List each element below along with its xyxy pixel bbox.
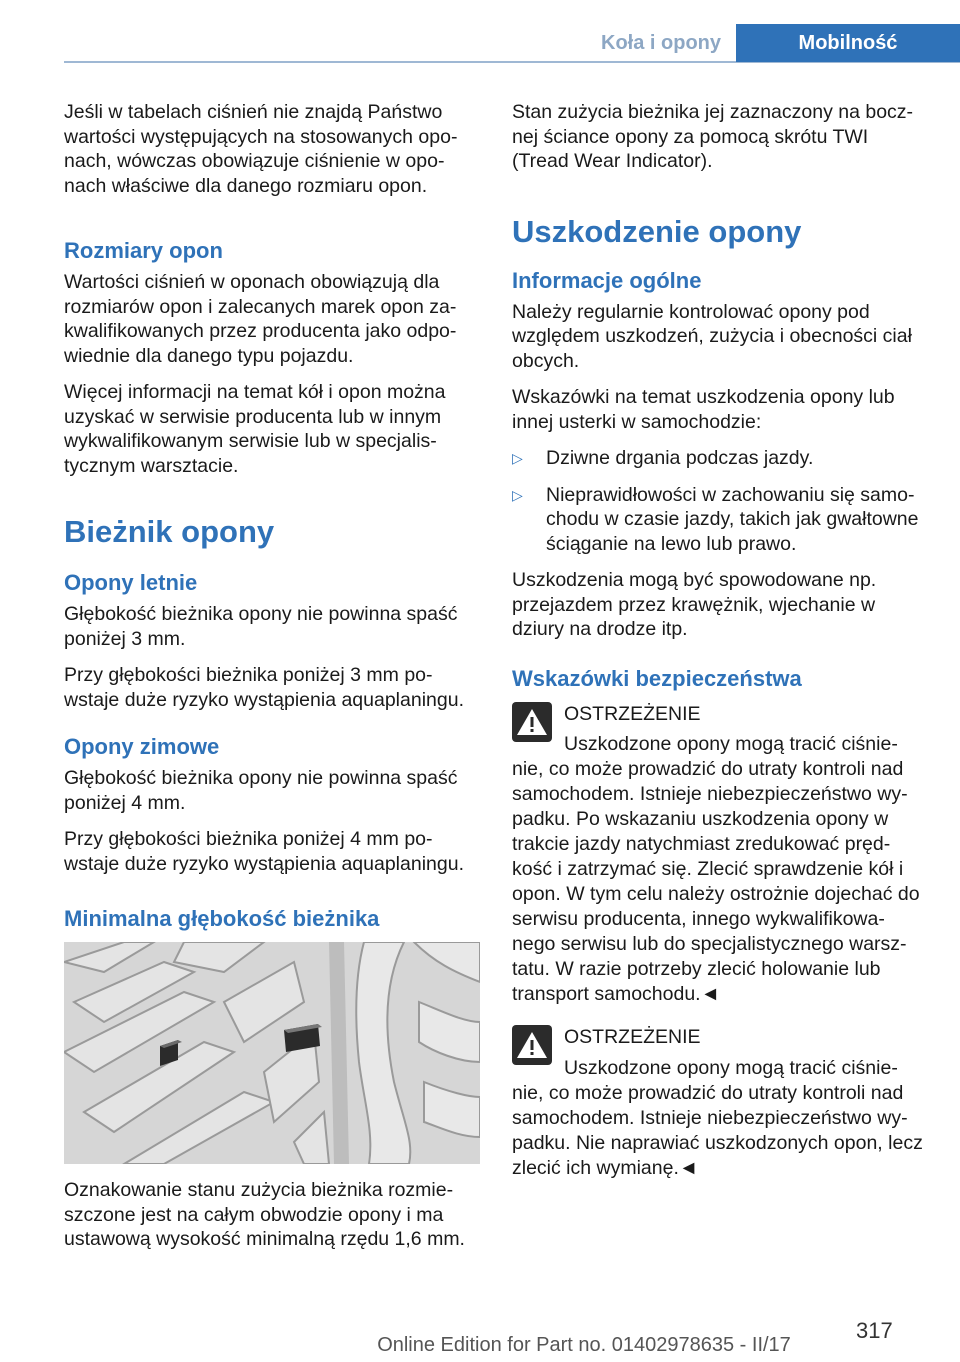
- right-column: [512, 100, 928, 1199]
- warning-triangle-icon: [512, 702, 552, 742]
- section-tab[interactable]: Koła i opony: [601, 31, 721, 54]
- warning-triangle-icon: [512, 1025, 552, 1065]
- sizes-paragraph-2: Więcej informacji na temat kół i opon można uzyskać w serwisie producenta lub w innym wykwalifikowanym serwisie lub w specjalis- tycznym warsztacie.: [64, 381, 446, 477]
- damage-heading: Uszkodzenie opony: [512, 213, 802, 249]
- warning-title: OSTRZEŻENIE: [564, 702, 701, 725]
- summer-paragraph-1: Głębokość bieżnika opony nie powinna spaść poniżej 3 mm.: [64, 603, 458, 650]
- bullet-text: Dziwne drgania podczas jazdy.: [546, 447, 814, 469]
- footer: Online Edition for Part no. 01402978635 - II/17: [377, 1334, 791, 1356]
- sizes-heading: Rozmiary opon: [64, 238, 223, 263]
- warning-body: Uszkodzone opony mogą tracić ciśnie- nie, co może prowadzić do utraty kontroli nad samochodem. Istnieje niebezpieczeństwo wy- padku. Nie naprawiać uszkodzonych opon, lecz zlecić ich wymianę.◄: [512, 1056, 923, 1179]
- triangle-bullet-icon: ▷: [512, 486, 523, 503]
- summer-paragraph-2: Przy głębokości bieżnika poniżej 3 mm po- wstaje duże ryzyko wystąpienia aquaplaningu.: [64, 664, 464, 711]
- winter-heading: Opony zimowe: [64, 734, 220, 759]
- general-paragraph-2: Wskazówki na temat uszkodzenia opony lub innej usterki w samochodzie:: [512, 386, 895, 433]
- summer-heading: Opony letnie: [64, 570, 198, 595]
- safety-heading: Wskazówki bezpieczeństwa: [512, 665, 802, 691]
- warning-box: [512, 702, 928, 1008]
- warning-box: [512, 1025, 928, 1181]
- warning-title: OSTRZEŻENIE: [564, 1026, 701, 1048]
- warning-body: Uszkodzone opony mogą tracić ciśnie- nie, co może prowadzić do utraty kontroli nad samochodem. Istnieje niebezpieczeństwo wy- padku. Po wskazaniu uszkodzenia opony w trakcie jazdy natychmiast zredukować pręd- kość i zatrzymać się. Zlecić sprawdzenie kół i opon. W tym celu należy ostrożnie dojechać do serwisu producenta, innego wykwalifikowa- nego serwisu lub do specjalistycznego warsz- tatu. W razie potrzeby zlecić holowanie lub transport samochodu.◄: [512, 733, 920, 1005]
- triangle-bullet-icon: ▷: [512, 450, 523, 466]
- min-depth-heading: Minimalna głębokość bieżnika: [64, 906, 380, 931]
- tire-tread-illustration: [64, 942, 480, 1164]
- twi-paragraph: Stan zużycia bieżnika jej zaznaczony na bocz- nej ściance opony za pomocą skrótu TWI (Tread Wear Indicator).: [512, 101, 914, 172]
- left-column: [64, 100, 480, 1264]
- list-item: [512, 483, 928, 557]
- page-number: 317: [856, 1318, 893, 1343]
- tread-caption: Oznakowanie stanu zużycia bieżnika rozmie- szczone jest na całym obwodzie opony i ma ustawową wysokość minimalną rzędu 1,6 mm.: [64, 1179, 465, 1250]
- list-item: [512, 446, 928, 471]
- chapter-tab[interactable]: Mobilność: [736, 24, 960, 62]
- sizes-paragraph-1: Wartości ciśnień w oponach obowiązują dla rozmiarów opon i zalecanych marek opon za- kwalifikowanych przez producenta jako odpo- wiednie dla danego typu pojazdu.: [64, 271, 457, 367]
- bullet-text: Nieprawidłowości w zachowaniu się samo- chodu w czasie jazdy, takich jak gwałtowne ściąganie na lewo lub prawo.: [546, 483, 919, 555]
- tread-heading: Bieżnik opony: [64, 514, 275, 549]
- causes-paragraph: Uszkodzenia mogą być spowodowane np. przejazdem przez krawężnik, wjechanie w dziury na drodze itp.: [512, 569, 877, 640]
- winter-paragraph-1: Głębokość bieżnika opony nie powinna spaść poniżej 4 mm.: [64, 767, 458, 814]
- general-paragraph-1: Należy regularnie kontrolować opony pod względem uszkodzeń, zużycia i obecności ciał obcych.: [512, 300, 912, 372]
- intro-paragraph: Jeśli w tabelach ciśnień nie znajdą Państwo wartości występujących na stosowanych opo- nach, wówczas obowiązuje ciśnienie w opo- nach właściwe dla danego rozmiaru opon.: [64, 101, 458, 197]
- winter-paragraph-2: Przy głębokości bieżnika poniżej 4 mm po- wstaje duże ryzyko wystąpienia aquaplaningu.: [64, 828, 464, 875]
- general-heading: Informacje ogólne: [512, 267, 702, 293]
